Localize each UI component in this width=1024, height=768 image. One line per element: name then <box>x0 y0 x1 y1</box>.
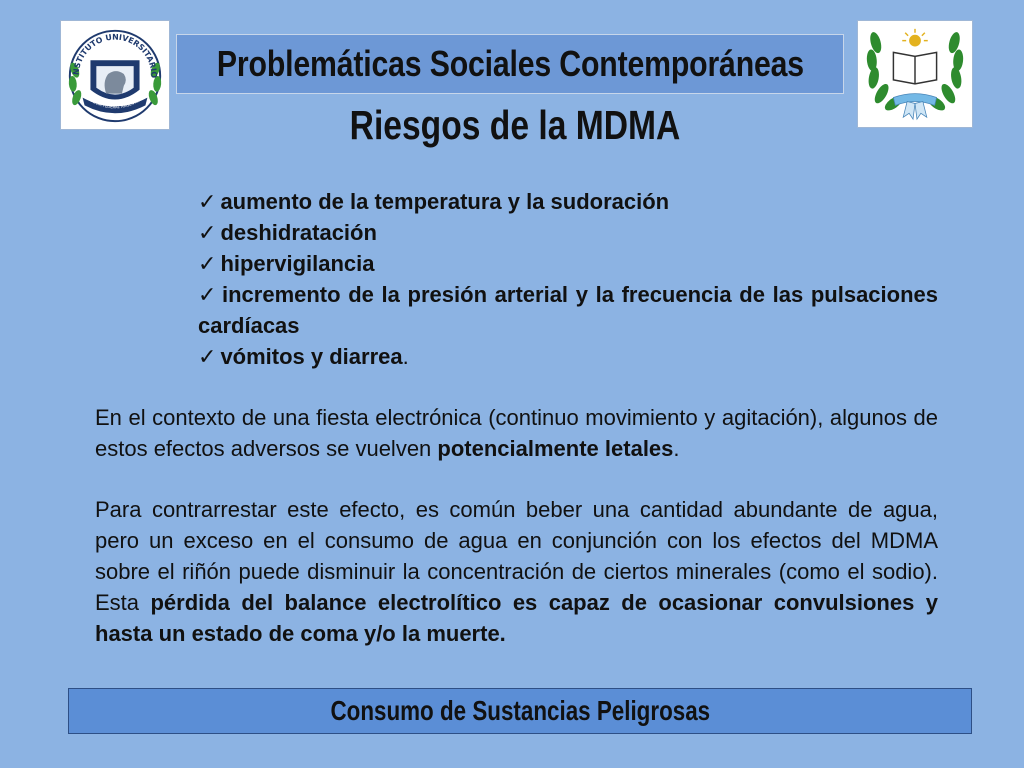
bullet-text: deshidratación <box>220 220 377 245</box>
risk-list <box>198 186 938 372</box>
context-paragraph <box>95 402 938 464</box>
bullet-text: vómitos y diarrea <box>220 344 403 369</box>
paragraph-emphasis: potencialmente letales <box>437 436 674 461</box>
paragraph-text: En el contexto de una fiesta electrónica (continuo movimiento y agitación), algunos de estos efectos adversos se vuelven <box>95 405 938 461</box>
checkmark-icon: ✓ <box>198 282 218 307</box>
logo-ring-top-text: NSTITUTO UNIVERSITARIO <box>71 32 159 79</box>
logo-ribbon-text: POLICIA FEDERAL ARGENTINA <box>87 96 143 110</box>
title-banner <box>176 34 844 94</box>
paragraph-end: . <box>673 436 680 461</box>
water-paragraph <box>95 494 938 649</box>
footer-banner <box>68 688 972 734</box>
slide-heading: Riesgos de la MDMA <box>349 102 681 148</box>
bullet-text: hipervigilancia <box>220 251 375 276</box>
list-item <box>198 217 938 248</box>
paragraph-emphasis: pérdida del balance electrolítico es capaz de ocasionar convulsiones y hasta un estado de coma y/o la muerte. <box>95 590 938 646</box>
checkmark-icon: ✓ <box>198 220 217 245</box>
bullet-text: incremento de la presión arterial y la frecuencia de las pulsaciones cardíacas <box>198 282 938 338</box>
checkmark-icon: ✓ <box>198 251 217 276</box>
checkmark-icon: ✓ <box>198 189 217 214</box>
checkmark-icon: ✓ <box>198 344 217 369</box>
paragraph-text: Para contrarrestar este efecto, es común beber una cantidad abundante de agua, pero un exceso en el consumo de agua en conjunción con los efectos del MDMA sobre el riñón puede disminuir la concentración de ciertos minerales (como el sodio). Esta <box>95 497 938 615</box>
list-item <box>198 248 938 279</box>
page-title: Problemáticas Sociales Contemporáneas <box>216 43 804 84</box>
bullet-text: aumento de la temperatura y la sudoración <box>220 189 670 214</box>
list-item <box>198 186 938 217</box>
bullet-trailing-period: . <box>402 344 409 369</box>
list-item <box>198 279 938 341</box>
footer-title: Consumo de Sustancias Peligrosas <box>330 695 710 726</box>
list-item <box>198 341 938 372</box>
